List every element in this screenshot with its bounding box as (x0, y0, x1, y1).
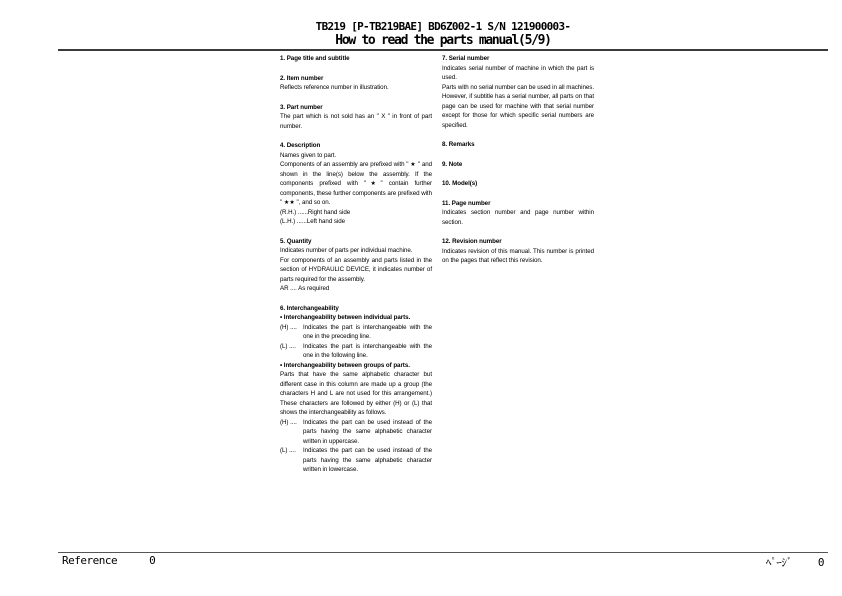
section-heading: 4. Description (280, 142, 321, 149)
paragraph: Indicates section number and page number within section. (442, 209, 594, 226)
definition-label: (H) .... (280, 418, 297, 426)
definition-label: (H) .... (280, 323, 297, 331)
doc-title: TB219 [P-TB219BAE] BD6Z002-1 S/N 121900003- (315, 20, 571, 33)
manual-section (442, 237, 594, 266)
definition-text: Indicates the part is interchangeable with the one in the preceding line. (303, 323, 432, 340)
section-heading: 9. Note (442, 160, 463, 168)
manual-section (280, 237, 432, 294)
paragraph: Indicates revision of this manual. This number is printed on the pages that reflect this revision. (442, 247, 594, 264)
paragraph: The part which is not sold has an " X " in front of part number. (280, 113, 432, 130)
section-heading: 12. Revision number (442, 238, 502, 245)
page-value: 0 (817, 556, 824, 569)
reference-value: 0 (149, 554, 156, 567)
paragraph: Indicates number of parts per individual machine. (280, 247, 413, 254)
manual-section (442, 179, 594, 189)
definition-label: (L) .... (280, 342, 296, 350)
manual-section (280, 304, 432, 475)
content-columns (280, 54, 594, 485)
bullet-heading: • Interchangeability between individual parts. (280, 314, 411, 321)
section-heading: 11. Page number (442, 199, 491, 207)
bullet-heading: • Interchangeability between groups of parts. (280, 361, 410, 369)
manual-section (280, 54, 432, 64)
manual-section (280, 74, 432, 93)
paragraph: Names given to part. (280, 151, 337, 159)
section-heading: 2. Item number (280, 74, 324, 82)
footer-reference (62, 554, 155, 567)
manual-section (280, 141, 432, 227)
manual-section (442, 140, 594, 150)
footer-page (766, 554, 824, 570)
definition-item (280, 342, 432, 361)
page-label: ﾍﾟｰｼﾞ (765, 556, 792, 569)
paragraph: (R.H.) ......Right hand side (280, 208, 351, 216)
paragraph: Parts that have the same alphabetic character but different case in this column are made up a group (the characters H and L are not used for this arrangement.) These characters are followed by either (H) or (L) that shows the interchangeability as follows. (280, 371, 432, 416)
manual-section (280, 103, 432, 132)
paragraph: Parts with no serial number can be used in all machines. However, if subtitle has a serial number, all parts on that page can be used for machine with that serial number except for those for which specific serial numbers are specified. (442, 83, 594, 129)
paragraph: For components of an assembly and parts listed in the section of HYDRAULIC DEVICE, it indicates number of parts required for the assembly. (280, 256, 432, 283)
section-heading: 5. Quantity (280, 237, 312, 245)
section-heading: 1. Page title and subtitle (280, 55, 350, 62)
section-heading: 6. Interchangeability (280, 304, 339, 312)
right-column (442, 54, 594, 485)
manual-section (442, 199, 594, 228)
section-heading: 3. Part number (280, 103, 323, 111)
paragraph: Indicates serial number of machine in which the part is used. (442, 64, 594, 81)
definition-item (280, 323, 432, 342)
definition-label: (L) .... (280, 447, 296, 454)
manual-section (442, 160, 594, 170)
section-heading: 7. Serial number (442, 55, 490, 62)
section-heading: 8. Remarks (442, 141, 475, 148)
paragraph: Components of an assembly are prefixed with " ★ " and shown in the line(s) below the assembly. If the components prefixed with "★" contain further components, these further components are prefixed with " ★★ ", and so on. (280, 161, 432, 206)
header (58, 21, 828, 48)
reference-label: Reference (62, 554, 118, 567)
section-heading: 10. Model(s) (442, 180, 478, 187)
definition-text: Indicates the part can be used instead of the parts having the same alphabetic character written in lowercase. (303, 447, 432, 473)
left-column (280, 54, 432, 485)
header-rule (58, 49, 828, 51)
paragraph: Reflects reference number in illustration. (280, 84, 389, 91)
paragraph: AR .... As required (280, 285, 330, 292)
paragraph: (L.H.) ......Left hand side (280, 218, 346, 225)
definition-text: Indicates the part can be used instead of the parts having the same alphabetic character written in uppercase. (303, 418, 432, 445)
doc-subtitle: How to read the parts manual(5/9) (335, 33, 551, 49)
definition-item (280, 418, 432, 447)
definition-item (280, 446, 432, 475)
definition-text: Indicates the part is interchangeable with the one in the following line. (303, 342, 432, 359)
manual-section (442, 54, 594, 130)
footer-rule (58, 552, 828, 553)
